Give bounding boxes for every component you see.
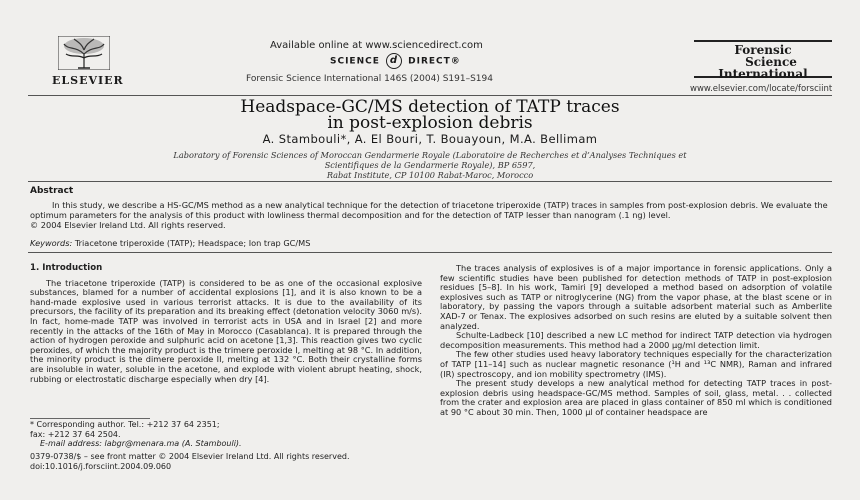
body-paragraph: The traces analysis of explosives is of a major importance in forensic applications. Only a few scientific studies have been published for detection methods of TATP in post-explosion residues [5–8]. In his work, Tamiri [9] developed a method based on adsorption of volatile explosives such as TATP or nitroglycerine (NG) from the vapor phase, at the blast scene or in laboratory, by passing the vapors through a suitable adsorbent material such as Amberlite XAD-7 or Tenax. The explosives adsorbed on such resins are eluted by a suitable solvent then analyzed. — [440, 263, 832, 331]
header-divider — [28, 95, 832, 96]
sd-logo-right: DIRECT® — [408, 56, 461, 67]
journal-url[interactable]: www.elsevier.com/locate/forsciint — [690, 84, 833, 94]
right-column — [440, 264, 832, 418]
section-heading: 1. Introduction — [30, 263, 103, 273]
abstract-divider-top — [28, 181, 832, 182]
keywords-label: Keywords: — [30, 238, 73, 248]
abstract-heading: Abstract — [30, 186, 74, 196]
abstract-copyright: © 2004 Elsevier Ireland Ltd. All rights reserved. — [30, 220, 226, 230]
left-column — [30, 264, 422, 384]
body-paragraph: Schulte-Ladbeck [10] described a new LC method for indirect TATP detection via hydrogen decomposition measurements. This method had a 2000 µg/ml detection limit. — [440, 330, 832, 350]
front-matter — [30, 452, 530, 471]
keywords-list: Triacetone triperoxide (TATP); Headspace; Ion trap GC/MS — [74, 238, 311, 248]
intro-paragraph: The triacetone triperoxide (TATP) is considered to be as one of the occasional explosive substances, blamed for a number of accidental explosions [1], and it is also known to be a hand-made explosive used in various terrorist attacks. It is due to the availability of its precursors, the facility of its preparation and its breaking effect (detonation velocity 3060 m/s). In fact, home-made TATP was involved in terrorist acts in USA and in Israel [2] and more recently in the attacks of the 16th of May in Morocco (Casablanca). It is prepared through the action of hydrogen peroxide and sulphuric acid on acetone [1,3]. This reaction gives two cyclic peroxides, of which the majority product is the trimere peroxide I, melting at 98 °C. In addition, the minority product is the dimere peroxide II, melting at 132 °C. Both their crystalline forms are insoluble in water, soluble in the acetone, and explode with violent abrupt heating, shock, rubbing or electrostatic discharge especially when dry [4]. — [30, 277, 422, 384]
affiliation-line: Rabat Institute, CP 10100 Rabat-Maroc, Morocco — [326, 170, 534, 180]
footnote-line: * Corresponding author. Tel.: +212 37 64 2351; — [30, 420, 220, 429]
footnote-divider — [30, 418, 150, 419]
sd-logo-left: SCIENCE — [330, 56, 380, 67]
author-list: A. Stambouli*, A. El Bouri, T. Bouayoun, M.A. Bellimam — [262, 132, 598, 146]
journal-brand-line: Forensic — [734, 43, 792, 57]
abstract-divider-bottom — [28, 252, 832, 253]
journal-brand — [694, 40, 832, 81]
available-online-text: Available online at www.sciencedirect.com — [270, 40, 483, 51]
keywords — [30, 238, 310, 248]
sd-logo-mark-icon: d — [386, 53, 402, 69]
affiliation-line: Laboratory of Forensic Sciences of Moroccan Gendarmerie Royale (Laboratoire de Recherches et d’Analyses Techniques et — [173, 150, 687, 160]
abstract-body — [30, 200, 830, 230]
journal-citation: Forensic Science International 146S (2004) S191–S194 — [246, 74, 493, 84]
publisher-name: ELSEVIER — [52, 74, 124, 87]
body-paragraph: The present study develops a new analytical method for detecting TATP traces in post-explosion debris using headspace-GC/MS method. Samples of soil, glass, metal. . . collected from the crater and explosion area are placed in glass container of 850 ml which is conditioned at 90 °C about 30 min. Then, 1000 µl of container headspace are — [440, 378, 832, 417]
article-title-line2: in post-explosion debris — [327, 113, 533, 133]
elsevier-logo — [28, 36, 140, 87]
article-title-line1: Headspace-GC/MS detection of TATP traces — [240, 97, 620, 117]
footnote-line: fax: +212 37 64 2504. — [30, 429, 121, 439]
affiliation-line: Scientifiques de la Gendarmerie Royale), BP 6597, — [324, 160, 536, 170]
body-paragraph: The few other studies used heavy laboratory techniques especially for the characterization of TATP [11–14] such as nuclear magnetic resonance (¹H and ¹³C NMR), Raman and infrared (IR) spectroscopy, and ion mobility spectrometry (IMS). — [440, 349, 832, 379]
journal-brand-line: Science — [745, 55, 797, 69]
elsevier-tree-icon — [58, 36, 110, 70]
issn-line: 0379-0738/$ – see front matter © 2004 Elsevier Ireland Ltd. All rights reserved. — [30, 452, 350, 461]
affiliation — [90, 150, 770, 180]
footnote-email[interactable]: E-mail address: labgr@menara.ma (A. Stambouli). — [40, 439, 242, 448]
journal-brand-line: International — [718, 67, 808, 81]
abstract-text: In this study, we describe a HS-GC/MS method as a new analytical technique for the detection of triacetone triperoxide (TATP) traces in samples from post-explosion debris. We evaluate the optimum parameters for the analysis of this product with lowliness thermal decomposition and for the detection of TATP lesser than nanogram (.1 ng) level. — [30, 200, 828, 220]
doi-line[interactable]: doi:10.1016/j.forsciint.2004.09.060 — [30, 461, 172, 471]
footnotes — [30, 420, 422, 449]
sciencedirect-logo — [330, 53, 461, 69]
